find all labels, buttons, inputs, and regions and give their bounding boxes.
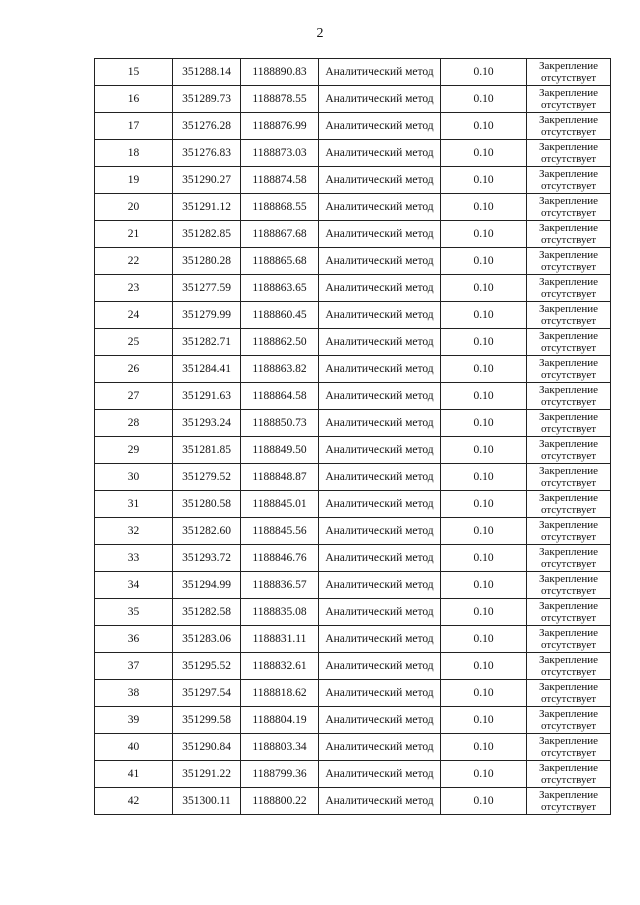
method-cell: Аналитический метод — [319, 194, 441, 221]
fixation-text-line: отсутствует — [540, 261, 597, 273]
method-cell: Аналитический метод — [319, 599, 441, 626]
table-row — [95, 788, 611, 815]
fixation-text-line: Закрепление — [538, 384, 599, 396]
x-coordinate-cell: 351281.85 — [173, 437, 241, 464]
fixation-text-line: Закрепление — [538, 195, 599, 207]
point-number-cell: 32 — [95, 518, 173, 545]
accuracy-cell: 0.10 — [441, 653, 527, 680]
accuracy-cell: 0.10 — [441, 599, 527, 626]
method-cell: Аналитический метод — [319, 275, 441, 302]
fixation-text-line: отсутствует — [540, 99, 597, 111]
y-coordinate-cell: 1188868.55 — [241, 194, 319, 221]
fixation-cell — [527, 599, 611, 626]
fixation-text-line: Закрепление — [538, 222, 599, 234]
point-number-cell: 25 — [95, 329, 173, 356]
y-coordinate-cell: 1188878.55 — [241, 86, 319, 113]
fixation-text-line: Закрепление — [538, 465, 599, 477]
x-coordinate-cell: 351299.58 — [173, 707, 241, 734]
fixation-cell — [527, 680, 611, 707]
point-number-cell: 34 — [95, 572, 173, 599]
accuracy-cell: 0.10 — [441, 167, 527, 194]
fixation-cell — [527, 788, 611, 815]
x-coordinate-cell: 351282.58 — [173, 599, 241, 626]
point-number-cell: 20 — [95, 194, 173, 221]
fixation-text-line: отсутствует — [540, 531, 597, 543]
fixation-text-line: отсутствует — [540, 234, 597, 246]
fixation-text-line: отсутствует — [540, 801, 597, 813]
point-number-cell: 17 — [95, 113, 173, 140]
y-coordinate-cell: 1188818.62 — [241, 680, 319, 707]
table-row — [95, 680, 611, 707]
accuracy-cell: 0.10 — [441, 545, 527, 572]
fixation-text-line: Закрепление — [538, 708, 599, 720]
accuracy-cell: 0.10 — [441, 86, 527, 113]
x-coordinate-cell: 351283.06 — [173, 626, 241, 653]
accuracy-cell: 0.10 — [441, 140, 527, 167]
point-number-cell: 39 — [95, 707, 173, 734]
table-row — [95, 59, 611, 86]
x-coordinate-cell: 351289.73 — [173, 86, 241, 113]
fixation-cell — [527, 464, 611, 491]
accuracy-cell: 0.10 — [441, 248, 527, 275]
y-coordinate-cell: 1188890.83 — [241, 59, 319, 86]
fixation-text-line: Закрепление — [538, 330, 599, 342]
fixation-text-line: Закрепление — [538, 492, 599, 504]
fixation-text-line: Закрепление — [538, 411, 599, 423]
y-coordinate-cell: 1188832.61 — [241, 653, 319, 680]
point-number-cell: 33 — [95, 545, 173, 572]
accuracy-cell: 0.10 — [441, 59, 527, 86]
x-coordinate-cell: 351291.12 — [173, 194, 241, 221]
method-cell: Аналитический метод — [319, 680, 441, 707]
x-coordinate-cell: 351291.63 — [173, 383, 241, 410]
table-row — [95, 545, 611, 572]
x-coordinate-cell: 351300.11 — [173, 788, 241, 815]
table-row — [95, 572, 611, 599]
fixation-cell — [527, 572, 611, 599]
fixation-text-line: отсутствует — [540, 774, 597, 786]
fixation-cell — [527, 518, 611, 545]
table-row — [95, 167, 611, 194]
x-coordinate-cell: 351290.27 — [173, 167, 241, 194]
fixation-cell — [527, 707, 611, 734]
y-coordinate-cell: 1188831.11 — [241, 626, 319, 653]
fixation-text-line: отсутствует — [540, 126, 597, 138]
point-number-cell: 18 — [95, 140, 173, 167]
table-body — [95, 59, 611, 815]
fixation-text-line: отсутствует — [540, 504, 597, 516]
point-number-cell: 21 — [95, 221, 173, 248]
fixation-text-line: отсутствует — [540, 315, 597, 327]
point-number-cell: 22 — [95, 248, 173, 275]
table-row — [95, 626, 611, 653]
fixation-cell — [527, 761, 611, 788]
accuracy-cell: 0.10 — [441, 761, 527, 788]
point-number-cell: 24 — [95, 302, 173, 329]
y-coordinate-cell: 1188836.57 — [241, 572, 319, 599]
method-cell: Аналитический метод — [319, 140, 441, 167]
fixation-cell — [527, 275, 611, 302]
fixation-text-line: отсутствует — [540, 288, 597, 300]
point-number-cell: 16 — [95, 86, 173, 113]
table-row — [95, 302, 611, 329]
point-number-cell: 23 — [95, 275, 173, 302]
method-cell: Аналитический метод — [319, 221, 441, 248]
fixation-text-line: отсутствует — [540, 558, 597, 570]
x-coordinate-cell: 351293.72 — [173, 545, 241, 572]
method-cell: Аналитический метод — [319, 653, 441, 680]
y-coordinate-cell: 1188845.01 — [241, 491, 319, 518]
point-number-cell: 40 — [95, 734, 173, 761]
point-number-cell: 28 — [95, 410, 173, 437]
y-coordinate-cell: 1188850.73 — [241, 410, 319, 437]
table-row — [95, 707, 611, 734]
table-row — [95, 356, 611, 383]
y-coordinate-cell: 1188874.58 — [241, 167, 319, 194]
point-number-cell: 38 — [95, 680, 173, 707]
fixation-cell — [527, 302, 611, 329]
x-coordinate-cell: 351280.58 — [173, 491, 241, 518]
accuracy-cell: 0.10 — [441, 572, 527, 599]
method-cell: Аналитический метод — [319, 167, 441, 194]
accuracy-cell: 0.10 — [441, 410, 527, 437]
point-number-cell: 35 — [95, 599, 173, 626]
fixation-text-line: Закрепление — [538, 546, 599, 558]
accuracy-cell: 0.10 — [441, 464, 527, 491]
fixation-text-line: Закрепление — [538, 276, 599, 288]
page-number: 2 — [316, 26, 324, 41]
point-number-cell: 19 — [95, 167, 173, 194]
fixation-text-line: Закрепление — [538, 141, 599, 153]
accuracy-cell: 0.10 — [441, 113, 527, 140]
fixation-text-line: Закрепление — [538, 168, 599, 180]
x-coordinate-cell: 351279.52 — [173, 464, 241, 491]
fixation-text-line: Закрепление — [538, 114, 599, 126]
table-row — [95, 275, 611, 302]
fixation-cell — [527, 437, 611, 464]
accuracy-cell: 0.10 — [441, 194, 527, 221]
y-coordinate-cell: 1188864.58 — [241, 383, 319, 410]
y-coordinate-cell: 1188800.22 — [241, 788, 319, 815]
table-row — [95, 410, 611, 437]
fixation-text-line: отсутствует — [540, 612, 597, 624]
table-row — [95, 221, 611, 248]
fixation-text-line: отсутствует — [540, 720, 597, 732]
table-row — [95, 653, 611, 680]
point-number-cell: 27 — [95, 383, 173, 410]
fixation-text-line: отсутствует — [540, 369, 597, 381]
accuracy-cell: 0.10 — [441, 275, 527, 302]
fixation-text-line: Закрепление — [538, 573, 599, 585]
fixation-text-line: отсутствует — [540, 207, 597, 219]
fixation-text-line: Закрепление — [538, 60, 599, 72]
fixation-text-line: отсутствует — [540, 153, 597, 165]
x-coordinate-cell: 351291.22 — [173, 761, 241, 788]
point-number-cell: 26 — [95, 356, 173, 383]
point-number-cell: 36 — [95, 626, 173, 653]
fixation-text-line: Закрепление — [538, 627, 599, 639]
method-cell: Аналитический метод — [319, 788, 441, 815]
method-cell: Аналитический метод — [319, 761, 441, 788]
fixation-text-line: отсутствует — [540, 396, 597, 408]
fixation-text-line: Закрепление — [538, 357, 599, 369]
y-coordinate-cell: 1188849.50 — [241, 437, 319, 464]
x-coordinate-cell: 351295.52 — [173, 653, 241, 680]
table-row — [95, 113, 611, 140]
table-row — [95, 599, 611, 626]
y-coordinate-cell: 1188804.19 — [241, 707, 319, 734]
y-coordinate-cell: 1188835.08 — [241, 599, 319, 626]
point-number-cell: 15 — [95, 59, 173, 86]
table-row — [95, 86, 611, 113]
method-cell: Аналитический метод — [319, 329, 441, 356]
table-row — [95, 518, 611, 545]
x-coordinate-cell: 351297.54 — [173, 680, 241, 707]
method-cell: Аналитический метод — [319, 302, 441, 329]
y-coordinate-cell: 1188867.68 — [241, 221, 319, 248]
fixation-text-line: отсутствует — [540, 585, 597, 597]
point-number-cell: 31 — [95, 491, 173, 518]
fixation-cell — [527, 383, 611, 410]
table-row — [95, 329, 611, 356]
fixation-cell — [527, 221, 611, 248]
fixation-cell — [527, 248, 611, 275]
fixation-cell — [527, 140, 611, 167]
fixation-text-line: отсутствует — [540, 639, 597, 651]
fixation-text-line: отсутствует — [540, 180, 597, 192]
point-number-cell: 37 — [95, 653, 173, 680]
x-coordinate-cell: 351284.41 — [173, 356, 241, 383]
accuracy-cell: 0.10 — [441, 518, 527, 545]
y-coordinate-cell: 1188803.34 — [241, 734, 319, 761]
x-coordinate-cell: 351282.60 — [173, 518, 241, 545]
accuracy-cell: 0.10 — [441, 356, 527, 383]
point-number-cell: 30 — [95, 464, 173, 491]
y-coordinate-cell: 1188845.56 — [241, 518, 319, 545]
x-coordinate-cell: 351277.59 — [173, 275, 241, 302]
accuracy-cell: 0.10 — [441, 221, 527, 248]
table-row — [95, 140, 611, 167]
accuracy-cell: 0.10 — [441, 329, 527, 356]
table-row — [95, 734, 611, 761]
fixation-cell — [527, 329, 611, 356]
fixation-text-line: Закрепление — [538, 249, 599, 261]
x-coordinate-cell: 351276.83 — [173, 140, 241, 167]
x-coordinate-cell: 351276.28 — [173, 113, 241, 140]
point-number-cell: 41 — [95, 761, 173, 788]
fixation-text-line: отсутствует — [540, 693, 597, 705]
accuracy-cell: 0.10 — [441, 788, 527, 815]
fixation-text-line: Закрепление — [538, 438, 599, 450]
y-coordinate-cell: 1188863.82 — [241, 356, 319, 383]
method-cell: Аналитический метод — [319, 410, 441, 437]
y-coordinate-cell: 1188865.68 — [241, 248, 319, 275]
x-coordinate-cell: 351293.24 — [173, 410, 241, 437]
table-row — [95, 248, 611, 275]
fixation-cell — [527, 59, 611, 86]
accuracy-cell: 0.10 — [441, 302, 527, 329]
fixation-cell — [527, 491, 611, 518]
y-coordinate-cell: 1188862.50 — [241, 329, 319, 356]
method-cell: Аналитический метод — [319, 86, 441, 113]
method-cell: Аналитический метод — [319, 572, 441, 599]
fixation-text-line: Закрепление — [538, 762, 599, 774]
accuracy-cell: 0.10 — [441, 437, 527, 464]
fixation-cell — [527, 167, 611, 194]
fixation-text-line: Закрепление — [538, 654, 599, 666]
fixation-cell — [527, 113, 611, 140]
fixation-text-line: отсутствует — [540, 342, 597, 354]
y-coordinate-cell: 1188848.87 — [241, 464, 319, 491]
method-cell: Аналитический метод — [319, 248, 441, 275]
fixation-text-line: отсутствует — [540, 423, 597, 435]
method-cell: Аналитический метод — [319, 626, 441, 653]
method-cell: Аналитический метод — [319, 59, 441, 86]
accuracy-cell: 0.10 — [441, 680, 527, 707]
fixation-cell — [527, 545, 611, 572]
accuracy-cell: 0.10 — [441, 491, 527, 518]
coordinates-table — [94, 58, 611, 815]
method-cell: Аналитический метод — [319, 734, 441, 761]
point-number-cell: 29 — [95, 437, 173, 464]
method-cell: Аналитический метод — [319, 464, 441, 491]
fixation-cell — [527, 86, 611, 113]
fixation-cell — [527, 653, 611, 680]
x-coordinate-cell: 351290.84 — [173, 734, 241, 761]
accuracy-cell: 0.10 — [441, 707, 527, 734]
method-cell: Аналитический метод — [319, 491, 441, 518]
method-cell: Аналитический метод — [319, 707, 441, 734]
table-row — [95, 464, 611, 491]
fixation-text-line: Закрепление — [538, 600, 599, 612]
fixation-cell — [527, 356, 611, 383]
table-row — [95, 383, 611, 410]
fixation-text-line: отсутствует — [540, 72, 597, 84]
fixation-cell — [527, 194, 611, 221]
y-coordinate-cell: 1188799.36 — [241, 761, 319, 788]
y-coordinate-cell: 1188863.65 — [241, 275, 319, 302]
fixation-cell — [527, 734, 611, 761]
table-row — [95, 491, 611, 518]
x-coordinate-cell: 351288.14 — [173, 59, 241, 86]
table-row — [95, 761, 611, 788]
point-number-cell: 42 — [95, 788, 173, 815]
x-coordinate-cell: 351294.99 — [173, 572, 241, 599]
fixation-text-line: Закрепление — [538, 303, 599, 315]
method-cell: Аналитический метод — [319, 356, 441, 383]
fixation-text-line: Закрепление — [538, 789, 599, 801]
method-cell: Аналитический метод — [319, 113, 441, 140]
y-coordinate-cell: 1188860.45 — [241, 302, 319, 329]
fixation-text-line: Закрепление — [538, 681, 599, 693]
fixation-text-line: отсутствует — [540, 477, 597, 489]
fixation-text-line: отсутствует — [540, 450, 597, 462]
y-coordinate-cell: 1188873.03 — [241, 140, 319, 167]
accuracy-cell: 0.10 — [441, 626, 527, 653]
fixation-text-line: отсутствует — [540, 666, 597, 678]
fixation-text-line: Закрепление — [538, 87, 599, 99]
table-row — [95, 194, 611, 221]
x-coordinate-cell: 351279.99 — [173, 302, 241, 329]
accuracy-cell: 0.10 — [441, 383, 527, 410]
x-coordinate-cell: 351282.71 — [173, 329, 241, 356]
y-coordinate-cell: 1188846.76 — [241, 545, 319, 572]
x-coordinate-cell: 351280.28 — [173, 248, 241, 275]
fixation-cell — [527, 410, 611, 437]
fixation-text-line: Закрепление — [538, 735, 599, 747]
accuracy-cell: 0.10 — [441, 734, 527, 761]
fixation-text-line: Закрепление — [538, 519, 599, 531]
fixation-cell — [527, 626, 611, 653]
table-row — [95, 437, 611, 464]
method-cell: Аналитический метод — [319, 545, 441, 572]
y-coordinate-cell: 1188876.99 — [241, 113, 319, 140]
x-coordinate-cell: 351282.85 — [173, 221, 241, 248]
method-cell: Аналитический метод — [319, 518, 441, 545]
fixation-text-line: отсутствует — [540, 747, 597, 759]
method-cell: Аналитический метод — [319, 437, 441, 464]
method-cell: Аналитический метод — [319, 383, 441, 410]
